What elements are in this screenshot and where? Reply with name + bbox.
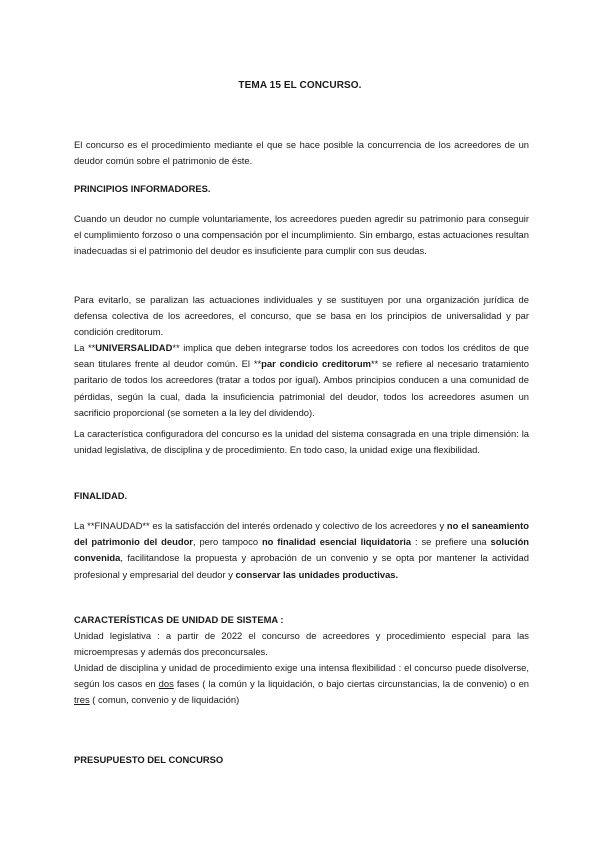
finalidad-paragraph (74, 518, 529, 583)
caracteristicas-paragraph-1: Unidad legislativa : a partir de 2022 el concurso de acreedores y procedimiento especial para las microempresas y además dos preconcursales. (74, 630, 529, 658)
finalidad-heading: FINALIDAD. (74, 490, 128, 501)
principios-heading: PRINCIPIOS INFORMADORES. (74, 183, 211, 194)
caracteristicas-paragraph-2 (74, 660, 529, 709)
text-run: La **FINAUDAD** es la satisfacción del interés ordenado y colectivo de los acreedores y (74, 520, 447, 531)
bold-phrase: no el saneamiento del patrimonio del deudor (74, 520, 529, 548)
bold-phrase: conservar las unidades productivas. (235, 568, 399, 580)
principios-paragraph-4: La característica configuradora del concurso es la unidad del sistema consagrada en una triple dimensión: la unidad legislativa, de disciplina y de procedimiento. En todo caso, la unidad exige una flexibilidad. (74, 428, 529, 456)
principios-paragraph-2: Para evitarlo, se paralizan las actuaciones individuales y se sustituyen por una organización jurídica de defensa colectiva de los acreedores, el concurso, que se basa en los principios de universalidad y par condición creditorum. (74, 294, 529, 338)
text-run: : se prefiere una (411, 536, 491, 548)
text-run: , pero tampoco (192, 536, 262, 548)
text-run: La ** (74, 342, 96, 353)
principios-paragraph-3 (74, 340, 529, 421)
text-run: fases ( la común y la liquidación, o bajo ciertas circunstancias, la de convenio) o en (173, 678, 529, 690)
text-run: ** se refiere al necesario tratamiento paritario de todos los acreedores (tratar a todos por igual). Ambos principios conducen a una comunidad de pérdidas, según la cual, dada la insuficiencia patrimonial del deudor, todos los acreedores asumen un sacrificio proporcional (se someten a la ley del dividendo). (74, 358, 530, 418)
par-condicio-term: par condicio creditorum (261, 358, 371, 370)
intro-paragraph: El concurso es el procedimiento mediante el que se hace posible la concurrencia de los acreedores de un deudor común sobre el patrimonio de éste. (74, 139, 529, 167)
text-run: Unidad de disciplina y unidad de procedimiento exige una intensa flexibilidad : el concurso puede disolverse, según los casos en (74, 662, 529, 690)
universalidad-term: UNIVERSALIDAD (95, 342, 173, 353)
bold-phrase: solución convenida (74, 536, 530, 564)
bold-phrase: no finalidad esencial liquidatoria (261, 536, 412, 548)
caracteristicas-heading: CARACTERÍSTICAS DE UNIDAD DE SISTEMA : (74, 614, 284, 625)
underlined-word: tres (74, 694, 90, 706)
underlined-word: dos (158, 678, 174, 690)
text-run: , facilitandose la propuesta y aprobación de un convenio y se opta por mantener la actividad profesional y empresarial del deudor y (74, 552, 529, 580)
text-run: ( comun, convenio y de liquidación) (89, 694, 240, 706)
text-run: ** implica que deben integrarse todos los acreedores con todos los créditos de que sean titulares frente al deudor común. El ** (74, 342, 529, 370)
page-title: TEMA 15 EL CONCURSO. (238, 80, 362, 91)
principios-paragraph-1: Cuando un deudor no cumple voluntariamente, los acreedores pueden agredir su patrimonio para conseguir el cumplimiento forzoso o una compensación por el incumplimiento. Sin embargo, estas actuaciones resultan inadecuadas si el patrimonio del deudor es insuficiente para cumplir con sus deudas. (74, 213, 529, 257)
presupuesto-heading: PRESUPUESTO DEL CONCURSO (74, 754, 224, 765)
